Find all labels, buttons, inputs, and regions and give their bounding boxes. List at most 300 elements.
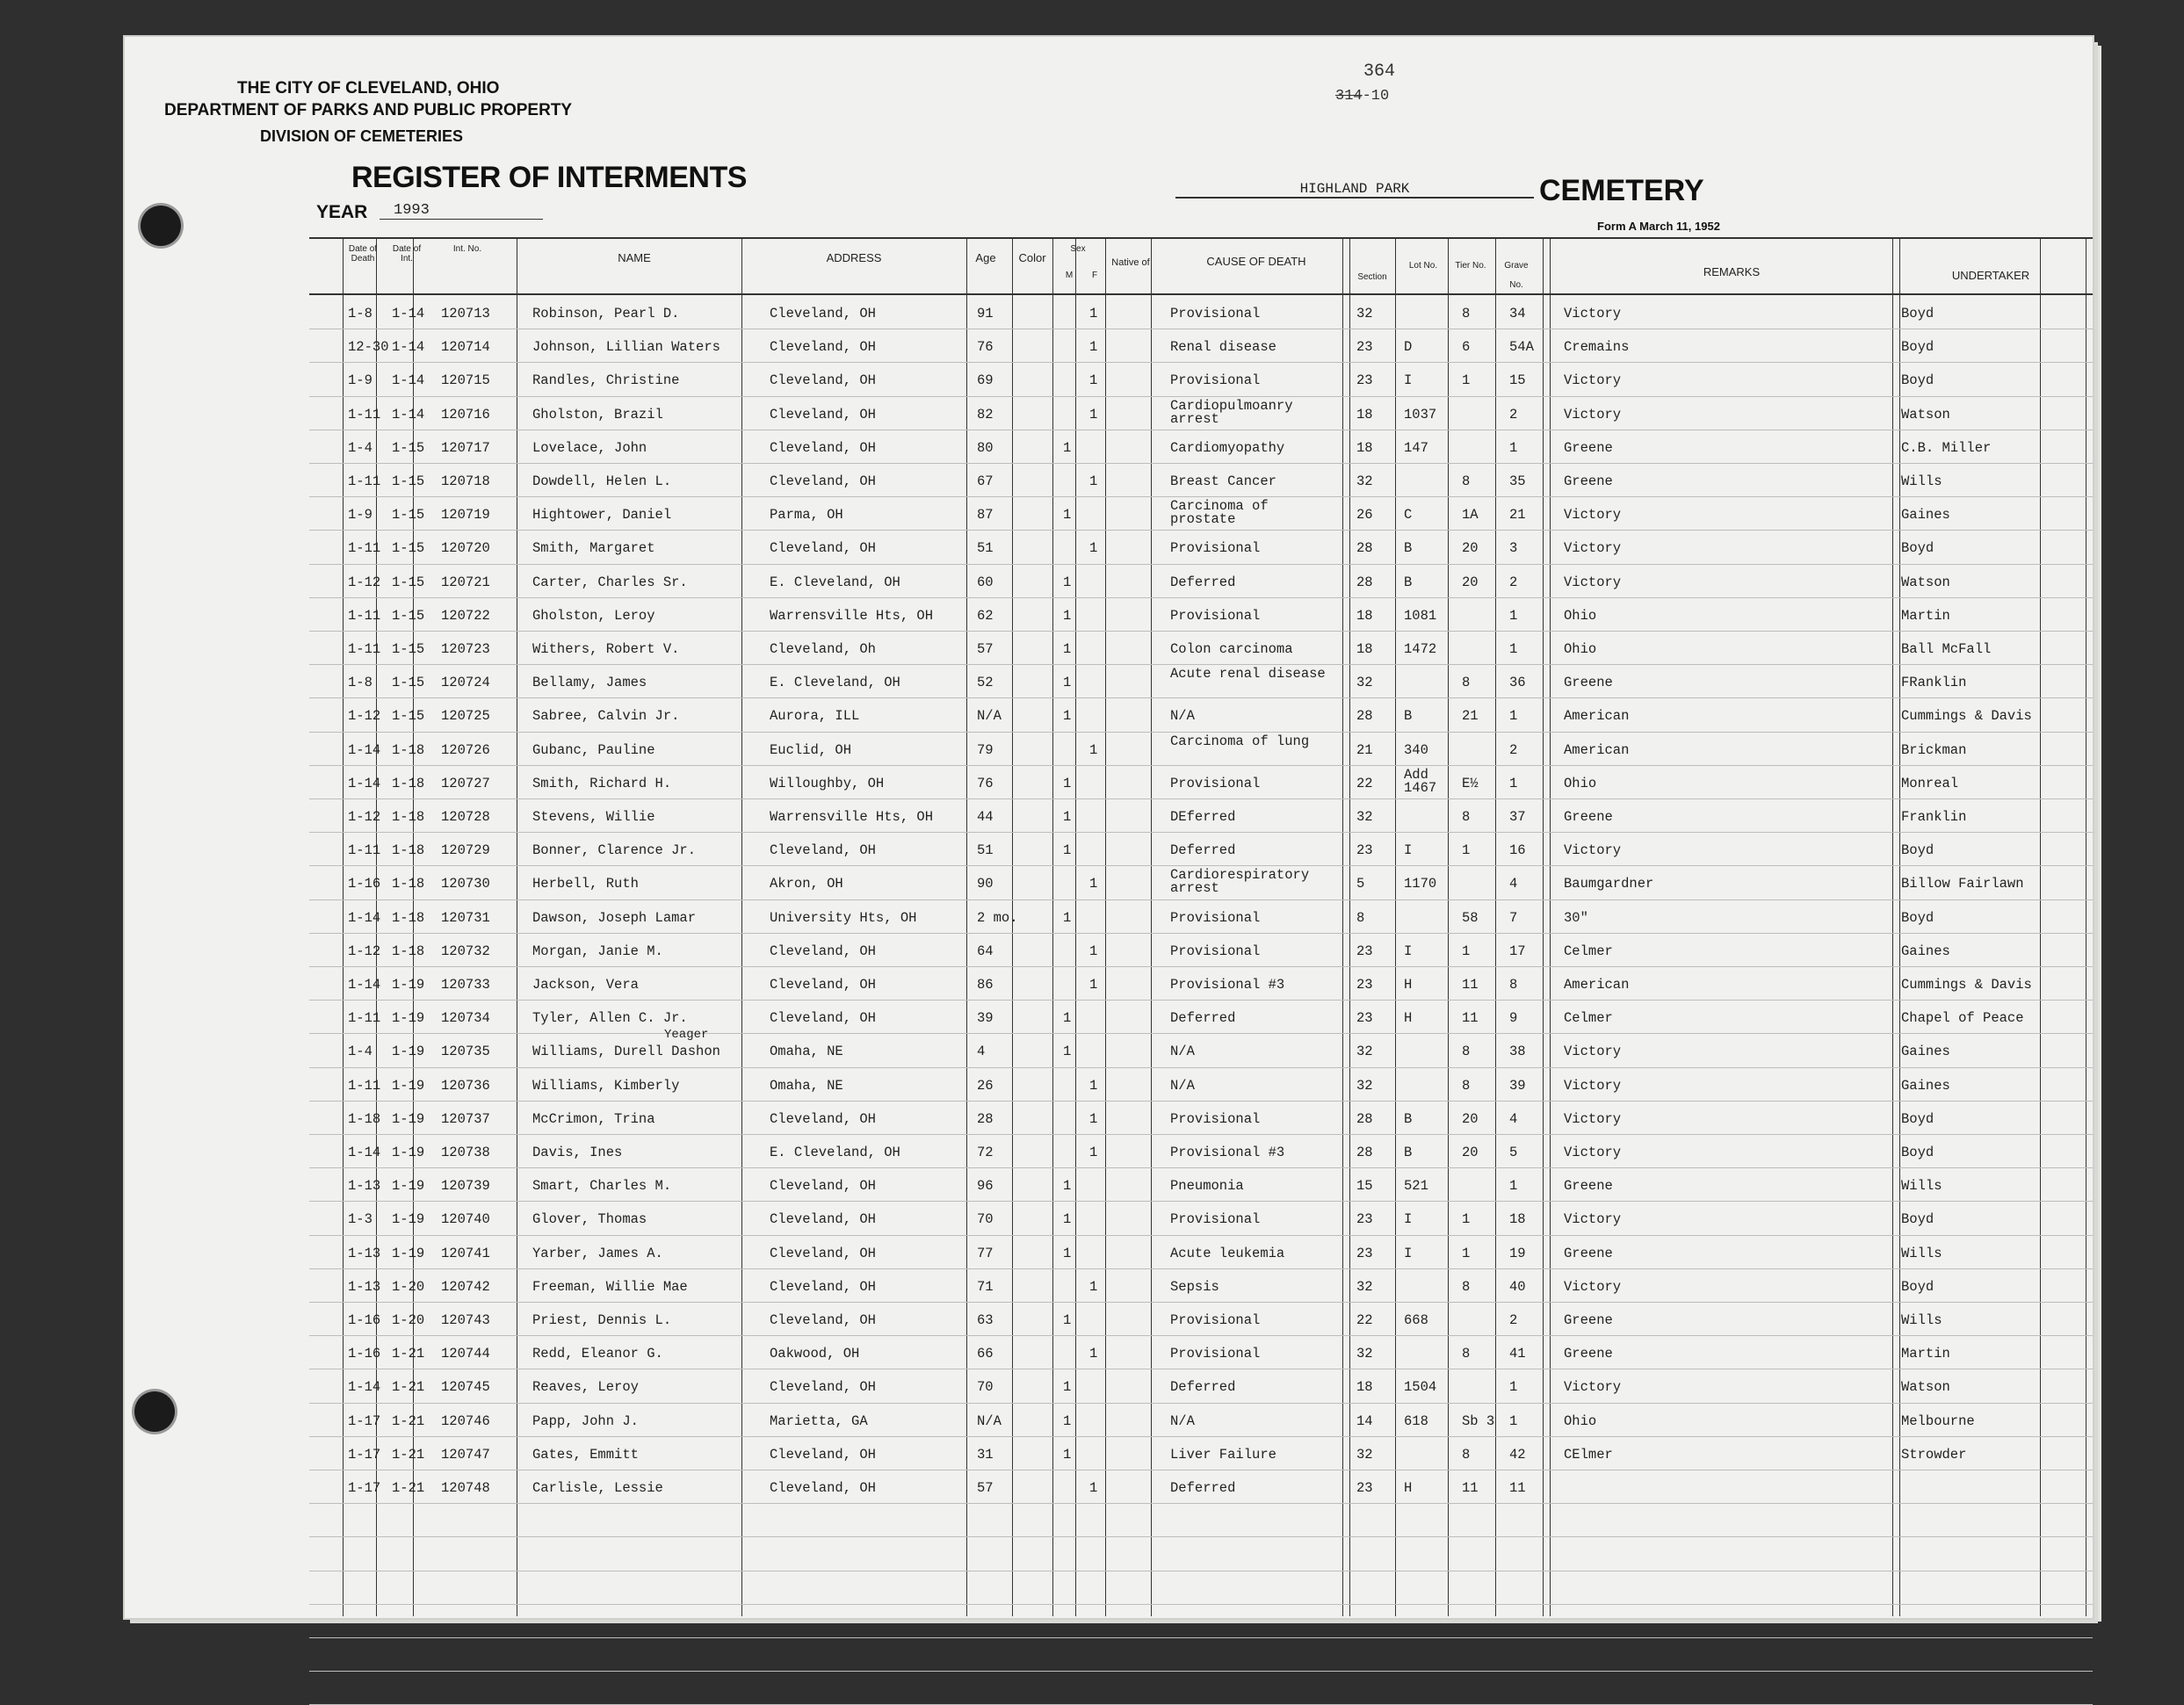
date-of-interment: 1-19 bbox=[392, 1110, 425, 1127]
age: 71 bbox=[977, 1278, 994, 1295]
undertaker: Wills bbox=[1901, 1245, 1942, 1261]
tier-number: 21 bbox=[1462, 708, 1479, 725]
lot-number: 1472 bbox=[1404, 641, 1437, 657]
section: 32 bbox=[1356, 1346, 1373, 1362]
sex-male: 1 bbox=[1063, 507, 1072, 524]
undertaker: Boyd bbox=[1901, 540, 1935, 557]
decedent-name: Herbell, Ruth bbox=[532, 876, 639, 892]
table-row bbox=[309, 867, 2093, 909]
interment-number: 120724 bbox=[441, 675, 490, 691]
interment-number: 120747 bbox=[441, 1446, 490, 1463]
table-row bbox=[309, 910, 2093, 943]
cause-of-death: Provisional bbox=[1170, 1211, 1261, 1228]
interment-number: 120726 bbox=[441, 741, 490, 758]
grave-number: 8 bbox=[1509, 977, 1518, 993]
date-of-death: 1-11 bbox=[348, 406, 381, 423]
cause-of-death: Carcinoma of lung bbox=[1170, 733, 1310, 749]
date-of-interment: 1-20 bbox=[392, 1278, 425, 1295]
table-row bbox=[309, 1111, 2093, 1145]
lot-number: 1081 bbox=[1404, 607, 1437, 624]
date-of-death: 1-17 bbox=[348, 1412, 381, 1429]
interment-number: 120713 bbox=[441, 306, 490, 321]
cause-of-death: Provisional #3 bbox=[1170, 1145, 1285, 1160]
decedent-name: Williams, Durell Dashon bbox=[532, 1044, 720, 1060]
section: 28 bbox=[1356, 574, 1373, 590]
undertaker: Boyd bbox=[1901, 909, 1935, 926]
date-of-death: 1-16 bbox=[348, 1346, 381, 1362]
address: Willoughby, OH bbox=[770, 775, 885, 791]
decedent-name: Bellamy, James bbox=[532, 675, 647, 691]
age: 87 bbox=[977, 507, 994, 524]
cause-of-death: Deferred bbox=[1170, 1480, 1236, 1496]
remarks: Victory bbox=[1564, 306, 1622, 321]
interment-number: 120745 bbox=[441, 1379, 490, 1396]
row-rule bbox=[309, 1671, 2093, 1672]
table-row bbox=[309, 1413, 2093, 1447]
division-heading: DIVISION OF CEMETERIES bbox=[260, 127, 464, 145]
sex-female: 1 bbox=[1089, 473, 1098, 489]
date-of-death: 12-30 bbox=[348, 339, 389, 356]
old-page-number bbox=[1335, 88, 1389, 105]
col-lot-no: Lot No. bbox=[1408, 261, 1438, 271]
address: Cleveland, OH bbox=[770, 1379, 876, 1396]
grave-number: 4 bbox=[1509, 1110, 1518, 1127]
col-section: Section bbox=[1357, 272, 1387, 282]
decedent-name: Bonner, Clarence Jr. bbox=[532, 842, 697, 859]
sex-female: 1 bbox=[1089, 1480, 1098, 1496]
decedent-name: Gates, Emmitt bbox=[532, 1446, 639, 1463]
remarks: Baumgardner bbox=[1564, 876, 1654, 892]
date-of-interment: 1-15 bbox=[392, 439, 425, 456]
age: 51 bbox=[977, 842, 994, 859]
remarks: Ohio bbox=[1564, 775, 1597, 791]
remarks: Victory bbox=[1564, 842, 1622, 859]
lot-number: 521 bbox=[1404, 1178, 1428, 1195]
address: Cleveland, OH bbox=[770, 439, 876, 456]
table-row bbox=[309, 766, 2093, 809]
address: Warrensville Hts, OH bbox=[770, 607, 934, 624]
grave-number: 36 bbox=[1509, 675, 1526, 691]
section: 23 bbox=[1356, 943, 1373, 959]
table-row bbox=[309, 977, 2093, 1010]
table-row bbox=[309, 608, 2093, 641]
decedent-name: Gholston, Brazil bbox=[532, 406, 663, 423]
table-row bbox=[309, 1211, 2093, 1245]
section: 18 bbox=[1356, 439, 1373, 456]
undertaker: Wills bbox=[1901, 1178, 1942, 1195]
cause-of-death: Provisional bbox=[1170, 607, 1261, 624]
age: 70 bbox=[977, 1211, 994, 1228]
date-of-interment: 1-19 bbox=[392, 1145, 425, 1160]
tier-number: 1 bbox=[1462, 372, 1471, 389]
address: Cleveland, OH bbox=[770, 1446, 876, 1463]
grave-number: 37 bbox=[1509, 809, 1526, 825]
section: 28 bbox=[1356, 708, 1373, 725]
cause-of-death: Provisional bbox=[1170, 775, 1261, 791]
tier-number: 58 bbox=[1462, 909, 1479, 926]
cause-of-death: Deferred bbox=[1170, 1010, 1236, 1027]
grave-number: 41 bbox=[1509, 1346, 1526, 1362]
date-of-interment: 1-19 bbox=[392, 1077, 425, 1094]
lot-number: 668 bbox=[1404, 1312, 1428, 1328]
remarks: Celmer bbox=[1564, 1010, 1613, 1027]
interment-number: 120737 bbox=[441, 1110, 490, 1127]
interment-number: 120738 bbox=[441, 1145, 490, 1160]
date-of-death: 1-11 bbox=[348, 607, 381, 624]
section: 28 bbox=[1356, 1110, 1373, 1127]
date-of-death: 1-8 bbox=[348, 306, 372, 321]
cemetery-label: CEMETERY bbox=[1539, 174, 1704, 207]
grave-number: 39 bbox=[1509, 1077, 1526, 1094]
tier-number: 20 bbox=[1462, 574, 1479, 590]
cause-of-death: Acute renal disease bbox=[1170, 666, 1326, 683]
remarks: Greene bbox=[1564, 439, 1613, 456]
sex-male: 1 bbox=[1063, 1010, 1072, 1027]
lot-number: I bbox=[1404, 842, 1413, 859]
interment-number: 120722 bbox=[441, 607, 490, 624]
remarks: Victory bbox=[1564, 1211, 1622, 1228]
date-of-death: 1-11 bbox=[348, 1077, 381, 1094]
date-of-interment: 1-15 bbox=[392, 540, 425, 557]
section: 23 bbox=[1356, 339, 1373, 356]
address: Cleveland, OH bbox=[770, 1312, 876, 1328]
remarks: Ohio bbox=[1564, 607, 1597, 624]
sex-male: 1 bbox=[1063, 1379, 1072, 1396]
age: 79 bbox=[977, 741, 994, 758]
age: N/A bbox=[977, 708, 1002, 725]
lot-number: 1504 bbox=[1404, 1379, 1437, 1396]
age: 44 bbox=[977, 809, 994, 825]
age: 76 bbox=[977, 775, 994, 791]
section: 22 bbox=[1356, 775, 1373, 791]
sex-female: 1 bbox=[1089, 339, 1098, 356]
address: Cleveland, OH bbox=[770, 1178, 876, 1195]
table-row bbox=[309, 1178, 2093, 1211]
sex-male: 1 bbox=[1063, 708, 1072, 725]
age: 57 bbox=[977, 641, 994, 657]
date-of-interment: 1-15 bbox=[392, 507, 425, 524]
interment-number: 120725 bbox=[441, 708, 490, 725]
table-row bbox=[309, 498, 2093, 540]
age: 80 bbox=[977, 439, 994, 456]
remarks: Ohio bbox=[1564, 1412, 1597, 1429]
date-of-interment: 1-19 bbox=[392, 1044, 425, 1060]
decedent-name: Davis, Ines bbox=[532, 1145, 623, 1160]
col-date-of-int: Date of Int. bbox=[392, 244, 422, 264]
section: 15 bbox=[1356, 1178, 1373, 1195]
interment-number: 120743 bbox=[441, 1312, 490, 1328]
undertaker: Boyd bbox=[1901, 306, 1935, 321]
undertaker: Martin bbox=[1901, 1346, 1950, 1362]
col-grave-no: Grave No. bbox=[1504, 261, 1529, 290]
interment-number: 120718 bbox=[441, 473, 490, 489]
table-row bbox=[309, 1078, 2093, 1111]
cause-of-death: Deferred bbox=[1170, 574, 1236, 590]
lot-number: I bbox=[1404, 1211, 1413, 1228]
col-native-of: Native of bbox=[1111, 257, 1150, 268]
decedent-name: Freeman, Willie Mae bbox=[532, 1278, 688, 1295]
address: Cleveland, OH bbox=[770, 842, 876, 859]
grave-number: 2 bbox=[1509, 406, 1518, 423]
remarks: Victory bbox=[1564, 1077, 1622, 1094]
address: Cleveland, OH bbox=[770, 1211, 876, 1228]
date-of-interment: 1-15 bbox=[392, 708, 425, 725]
lot-number: Add 1467 bbox=[1404, 766, 1437, 796]
grave-number: 2 bbox=[1509, 741, 1518, 758]
cause-of-death: Breast Cancer bbox=[1170, 473, 1276, 489]
col-remarks: REMARKS bbox=[1703, 265, 1761, 278]
section: 32 bbox=[1356, 809, 1373, 825]
grave-number: 2 bbox=[1509, 1312, 1518, 1328]
section: 5 bbox=[1356, 876, 1365, 892]
decedent-name: Priest, Dennis L. bbox=[532, 1312, 672, 1328]
lot-number: 340 bbox=[1404, 741, 1428, 758]
interment-number: 120730 bbox=[441, 876, 490, 892]
age: 69 bbox=[977, 372, 994, 389]
decedent-name: Randles, Christine bbox=[532, 372, 680, 389]
decedent-name: Williams, Kimberly bbox=[532, 1077, 680, 1094]
sex-female: 1 bbox=[1089, 977, 1098, 993]
lot-number: B bbox=[1404, 1110, 1413, 1127]
grave-number: 1 bbox=[1509, 641, 1518, 657]
undertaker: Gaines bbox=[1901, 943, 1950, 959]
date-of-death: 1-11 bbox=[348, 540, 381, 557]
tier-number: 20 bbox=[1462, 1145, 1479, 1160]
date-of-death: 1-4 bbox=[348, 1044, 372, 1060]
date-of-death: 1-14 bbox=[348, 775, 381, 791]
sex-male: 1 bbox=[1063, 1312, 1072, 1328]
date-of-interment: 1-18 bbox=[392, 809, 425, 825]
name-annotation: Yeager bbox=[664, 1028, 709, 1043]
col-int-no: Int. No. bbox=[452, 244, 482, 254]
cause-of-death: Provisional bbox=[1170, 943, 1261, 959]
age: 31 bbox=[977, 1446, 994, 1463]
binder-hole-bottom bbox=[134, 1391, 175, 1432]
undertaker: Watson bbox=[1901, 406, 1950, 423]
decedent-name: Lovelace, John bbox=[532, 439, 647, 456]
lot-number: H bbox=[1404, 1480, 1413, 1496]
sex-female: 1 bbox=[1089, 1278, 1098, 1295]
sex-male: 1 bbox=[1063, 1178, 1072, 1195]
decedent-name: Morgan, Janie M. bbox=[532, 943, 663, 959]
cause-of-death: Colon carcinoma bbox=[1170, 641, 1293, 657]
remarks: Cremains bbox=[1564, 339, 1630, 356]
date-of-interment: 1-18 bbox=[392, 943, 425, 959]
age: 76 bbox=[977, 339, 994, 356]
date-of-interment: 1-14 bbox=[392, 306, 425, 321]
undertaker: Strowder bbox=[1901, 1446, 1967, 1463]
old-page-struck: 314 bbox=[1335, 88, 1363, 105]
address: Cleveland, OH bbox=[770, 339, 876, 356]
undertaker: Boyd bbox=[1901, 1145, 1935, 1160]
cause-of-death: Provisional #3 bbox=[1170, 977, 1285, 993]
undertaker: Cummings & Davis bbox=[1901, 977, 2032, 993]
address: Omaha, NE bbox=[770, 1044, 843, 1060]
undertaker: Gaines bbox=[1901, 507, 1950, 524]
date-of-death: 1-14 bbox=[348, 741, 381, 758]
remarks: Victory bbox=[1564, 372, 1622, 389]
address: E. Cleveland, OH bbox=[770, 574, 900, 590]
tier-number: 11 bbox=[1462, 1480, 1479, 1496]
interment-number: 120736 bbox=[441, 1077, 490, 1094]
undertaker: C.B. Miller bbox=[1901, 439, 1992, 456]
section: 32 bbox=[1356, 306, 1373, 321]
interment-number: 120732 bbox=[441, 943, 490, 959]
cause-of-death: Provisional bbox=[1170, 909, 1261, 926]
cause-of-death: Cardiomyopathy bbox=[1170, 439, 1285, 456]
decedent-name: Tyler, Allen C. Jr. bbox=[532, 1010, 688, 1027]
tier-number: 1 bbox=[1462, 1245, 1471, 1261]
undertaker: Ball McFall bbox=[1901, 641, 1992, 657]
form-label: Form A March 11, 1952 bbox=[1597, 220, 1720, 233]
section: 23 bbox=[1356, 977, 1373, 993]
decedent-name: Redd, Eleanor G. bbox=[532, 1346, 663, 1362]
address: Cleveland, Oh bbox=[770, 641, 876, 657]
address: Oakwood, OH bbox=[770, 1346, 860, 1362]
date-of-interment: 1-19 bbox=[392, 1245, 425, 1261]
interment-number: 120748 bbox=[441, 1480, 490, 1496]
grave-number: 35 bbox=[1509, 473, 1526, 489]
lot-number: C bbox=[1404, 507, 1413, 524]
cause-of-death: Renal disease bbox=[1170, 339, 1276, 356]
undertaker: Wills bbox=[1901, 473, 1942, 489]
col-tier-no: Tier No. bbox=[1455, 261, 1486, 271]
lot-number: I bbox=[1404, 372, 1413, 389]
cause-of-death: Deferred bbox=[1170, 1379, 1236, 1396]
interment-number: 120735 bbox=[441, 1044, 490, 1060]
date-of-death: 1-8 bbox=[348, 675, 372, 691]
date-of-death: 1-9 bbox=[348, 372, 372, 389]
grave-number: 21 bbox=[1509, 507, 1526, 524]
lot-number: 147 bbox=[1404, 439, 1428, 456]
interment-number: 120728 bbox=[441, 809, 490, 825]
date-of-death: 1-13 bbox=[348, 1278, 381, 1295]
undertaker: FRanklin bbox=[1901, 675, 1967, 691]
remarks: Greene bbox=[1564, 675, 1613, 691]
date-of-death: 1-11 bbox=[348, 641, 381, 657]
grave-number: 17 bbox=[1509, 943, 1526, 959]
sex-female: 1 bbox=[1089, 372, 1098, 389]
table-row bbox=[309, 1010, 2093, 1044]
age: 60 bbox=[977, 574, 994, 590]
age: 77 bbox=[977, 1245, 994, 1261]
section: 32 bbox=[1356, 1446, 1373, 1463]
address: Cleveland, OH bbox=[770, 1278, 876, 1295]
undertaker: Gaines bbox=[1901, 1044, 1950, 1060]
grave-number: 19 bbox=[1509, 1245, 1526, 1261]
undertaker: Melbourne bbox=[1901, 1412, 1975, 1429]
sex-female: 1 bbox=[1089, 876, 1098, 892]
decedent-name: Robinson, Pearl D. bbox=[532, 306, 680, 321]
sex-male: 1 bbox=[1063, 574, 1072, 590]
ledger-table bbox=[309, 237, 2093, 1634]
section: 28 bbox=[1356, 1145, 1373, 1160]
sex-female: 1 bbox=[1089, 1110, 1098, 1127]
decedent-name: Papp, John J. bbox=[532, 1412, 639, 1429]
sex-male: 1 bbox=[1063, 1412, 1072, 1429]
date-of-interment: 1-14 bbox=[392, 339, 425, 356]
date-of-death: 1-12 bbox=[348, 708, 381, 725]
interment-number: 120720 bbox=[441, 540, 490, 557]
section: 23 bbox=[1356, 842, 1373, 859]
undertaker: Martin bbox=[1901, 607, 1950, 624]
date-of-death: 1-3 bbox=[348, 1211, 372, 1228]
col-undertaker: UNDERTAKER bbox=[1951, 269, 2030, 282]
undertaker: Monreal bbox=[1901, 775, 1959, 791]
section: 26 bbox=[1356, 507, 1373, 524]
date-of-death: 1-4 bbox=[348, 439, 372, 456]
undertaker: Boyd bbox=[1901, 1278, 1935, 1295]
decedent-name: Glover, Thomas bbox=[532, 1211, 647, 1228]
age: 2 mo. bbox=[977, 909, 1018, 926]
address: Cleveland, OH bbox=[770, 372, 876, 389]
cemetery-name: HIGHLAND PARK bbox=[1175, 181, 1534, 199]
decedent-name: McCrimon, Trina bbox=[532, 1110, 655, 1127]
tier-number: 11 bbox=[1462, 1010, 1479, 1027]
tier-number: 8 bbox=[1462, 306, 1471, 321]
section: 32 bbox=[1356, 1044, 1373, 1060]
section: 23 bbox=[1356, 1245, 1373, 1261]
interment-number: 120731 bbox=[441, 909, 490, 926]
sex-female: 1 bbox=[1089, 741, 1098, 758]
table-row bbox=[309, 666, 2093, 708]
remarks: Greene bbox=[1564, 809, 1613, 825]
undertaker: Boyd bbox=[1901, 1110, 1935, 1127]
interment-number: 120729 bbox=[441, 842, 490, 859]
section: 22 bbox=[1356, 1312, 1373, 1328]
date-of-death: 1-11 bbox=[348, 1010, 381, 1027]
undertaker: Boyd bbox=[1901, 1211, 1935, 1228]
decedent-name: Reaves, Leroy bbox=[532, 1379, 639, 1396]
remarks: Victory bbox=[1564, 540, 1622, 557]
remarks: Victory bbox=[1564, 1145, 1622, 1160]
grave-number: 1 bbox=[1509, 1412, 1518, 1429]
section: 23 bbox=[1356, 372, 1373, 389]
remarks: Victory bbox=[1564, 1379, 1622, 1396]
section: 23 bbox=[1356, 1480, 1373, 1496]
address: Cleveland, OH bbox=[770, 473, 876, 489]
row-rule bbox=[309, 1604, 2093, 1605]
decedent-name: Gubanc, Pauline bbox=[532, 741, 655, 758]
sex-male: 1 bbox=[1063, 909, 1072, 926]
date-of-interment: 1-18 bbox=[392, 741, 425, 758]
cause-of-death: Provisional bbox=[1170, 306, 1261, 321]
date-of-death: 1-11 bbox=[348, 473, 381, 489]
tier-number: 20 bbox=[1462, 1110, 1479, 1127]
interment-number: 120733 bbox=[441, 977, 490, 993]
grave-number: 5 bbox=[1509, 1145, 1518, 1160]
tier-number: 11 bbox=[1462, 977, 1479, 993]
cause-of-death: Sepsis bbox=[1170, 1278, 1219, 1295]
city-heading: THE CITY OF CLEVELAND, OHIO bbox=[237, 79, 500, 98]
decedent-name: Carlisle, Lessie bbox=[532, 1480, 663, 1496]
undertaker: Boyd bbox=[1901, 372, 1935, 389]
table-row bbox=[309, 1447, 2093, 1480]
table-row bbox=[309, 440, 2093, 473]
sex-male: 1 bbox=[1063, 1044, 1072, 1060]
col-sex-f: F bbox=[1091, 271, 1098, 280]
interment-number: 120746 bbox=[441, 1412, 490, 1429]
date-of-interment: 1-21 bbox=[392, 1446, 425, 1463]
sex-male: 1 bbox=[1063, 607, 1072, 624]
decedent-name: Smart, Charles M. bbox=[532, 1178, 672, 1195]
remarks: American bbox=[1564, 708, 1630, 725]
address: Parma, OH bbox=[770, 507, 843, 524]
undertaker: Watson bbox=[1901, 574, 1950, 590]
decedent-name: Jackson, Vera bbox=[532, 977, 639, 993]
decedent-name: Stevens, Willie bbox=[532, 809, 655, 825]
section: 28 bbox=[1356, 540, 1373, 557]
